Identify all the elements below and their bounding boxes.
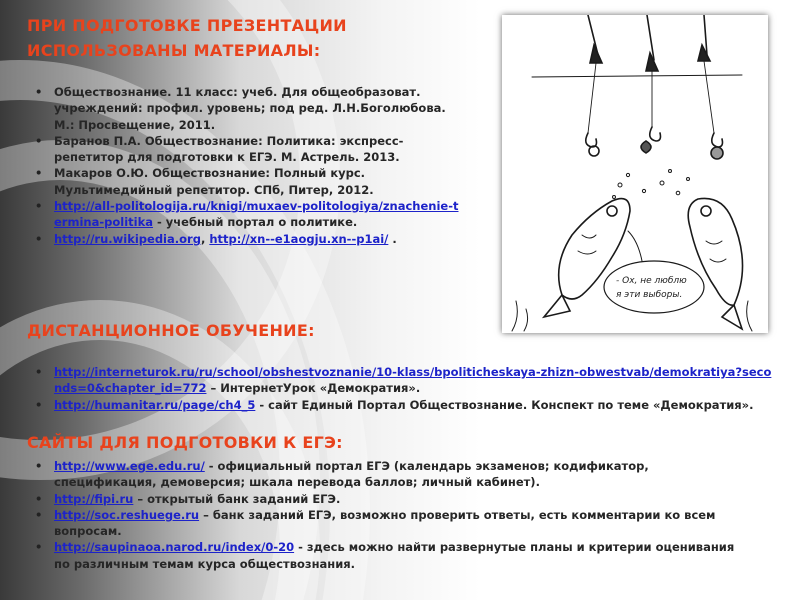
link-description: - учебный портал о политике. [152, 215, 358, 230]
fishing-float [590, 45, 602, 63]
ege-sites-list [27, 458, 747, 572]
link-description: – открытый банк заданий ЕГЭ. [133, 491, 341, 506]
distance-learning-heading: ДИСТАНЦИОННОЕ ОБУЧЕНИЕ: [27, 321, 315, 340]
list-item [27, 231, 465, 247]
speech-bubble [604, 261, 704, 313]
materials-list [27, 84, 465, 247]
fishing-float [646, 53, 658, 71]
bait [711, 147, 723, 159]
fipi-link[interactable]: http://fipi.ru [54, 491, 134, 506]
bubbles [613, 170, 690, 199]
list-item [27, 458, 747, 491]
fishing-hook [586, 133, 597, 147]
wikipedia-link[interactable]: http://ru.wikipedia.org [54, 231, 201, 246]
list-item [27, 507, 747, 540]
bait [641, 141, 651, 153]
ege-sites-heading: САЙТЫ ДЛЯ ПОДГОТОВКИ К ЕГЭ: [27, 433, 343, 452]
list-item: • Макаров О.Ю. Обществознание: Полный курс. Мультимедийный репетитор. СПб, Питер, 2012. [27, 165, 465, 198]
fishing-hook [650, 127, 661, 141]
fishing-line [588, 63, 596, 133]
link-description: – ИнтернетУрок «Демократия». [206, 381, 421, 396]
list-item [27, 397, 772, 413]
link-description: - официальный портал ЕГЭ (календарь экзаменов; кодификатор, спецификация, демоверсия; шкала перевода баллов; личный кабинет). [54, 459, 649, 490]
fish-eye [701, 206, 711, 216]
rf-site-link[interactable]: http://xn--e1aogju.xn--p1ai/ [209, 231, 389, 246]
right-fish-tail [722, 305, 742, 329]
link-description: . [388, 231, 397, 246]
fishing-hook [712, 133, 723, 147]
fish-scales [706, 241, 726, 262]
list-item: • Обществознание. 11 класс: учеб. Для общеобразоват. учреждений: профил. уровень; под ред. Л.Н.Боголюбова. М.: Просвещение, 2011. [27, 84, 465, 133]
fish-eye [607, 206, 617, 216]
speech-bubble-tail [628, 231, 642, 261]
reshuege-link[interactable]: http://soc.reshuege.ru [54, 507, 200, 522]
link-description: - здесь можно найти развернутые планы и критерии оценивания по различным темам курса обществознания. [54, 540, 735, 571]
list-item [27, 491, 747, 507]
saupinaoa-link[interactable]: http://saupinaoa.narod.ru/index/0-20 [54, 540, 295, 555]
link-description: - сайт Единый Портал Обществознание. Конспект по теме «Демократия». [255, 397, 754, 412]
ege-portal-link[interactable]: http://www.ege.edu.ru/ [54, 459, 205, 473]
interneturok-link[interactable]: http://interneturok.ru/ru/school/obshestvoznanie/10-klass/bpoliticheskaya-zhizn-obwestvab/demokratiya?seconds=0&chapter_id=772 [54, 365, 772, 396]
link-separator: , [200, 231, 210, 246]
link-description: – банк заданий ЕГЭ, возможно проверить ответы, есть комментарии ко всем вопросам. [54, 507, 716, 539]
materials-heading: ПРИ ПОДГОТОВКЕ ПРЕЗЕНТАЦИИ ИСПОЛЬЗОВАНЫ МАТЕРИАЛЫ: [27, 16, 347, 60]
fish-cartoon-image [502, 15, 768, 333]
fishing-float [698, 45, 710, 61]
right-fish [688, 198, 742, 305]
list-item: • Баранов П.А. Обществознание: Политика: экспресс-репетитор для подготовки к ЕГЭ. М. Астрель. 2013. [27, 133, 465, 166]
fishing-line [704, 61, 714, 133]
list-item [27, 539, 747, 572]
list-item [27, 364, 772, 397]
distance-learning-list [27, 364, 772, 413]
humanitar-link[interactable]: http://humanitar.ru/page/ch4_5 [54, 397, 256, 412]
list-item [27, 198, 465, 231]
fish-scales [578, 235, 596, 254]
politics-portal-link[interactable]: http://all-politologija.ru/knigi/muxaev-politologiya/znachenie-termina-politika [54, 199, 459, 230]
speech-text: - Ох, не люблю [616, 276, 687, 286]
speech-text: я эти выборы. [616, 290, 683, 300]
water-surface [532, 75, 742, 77]
